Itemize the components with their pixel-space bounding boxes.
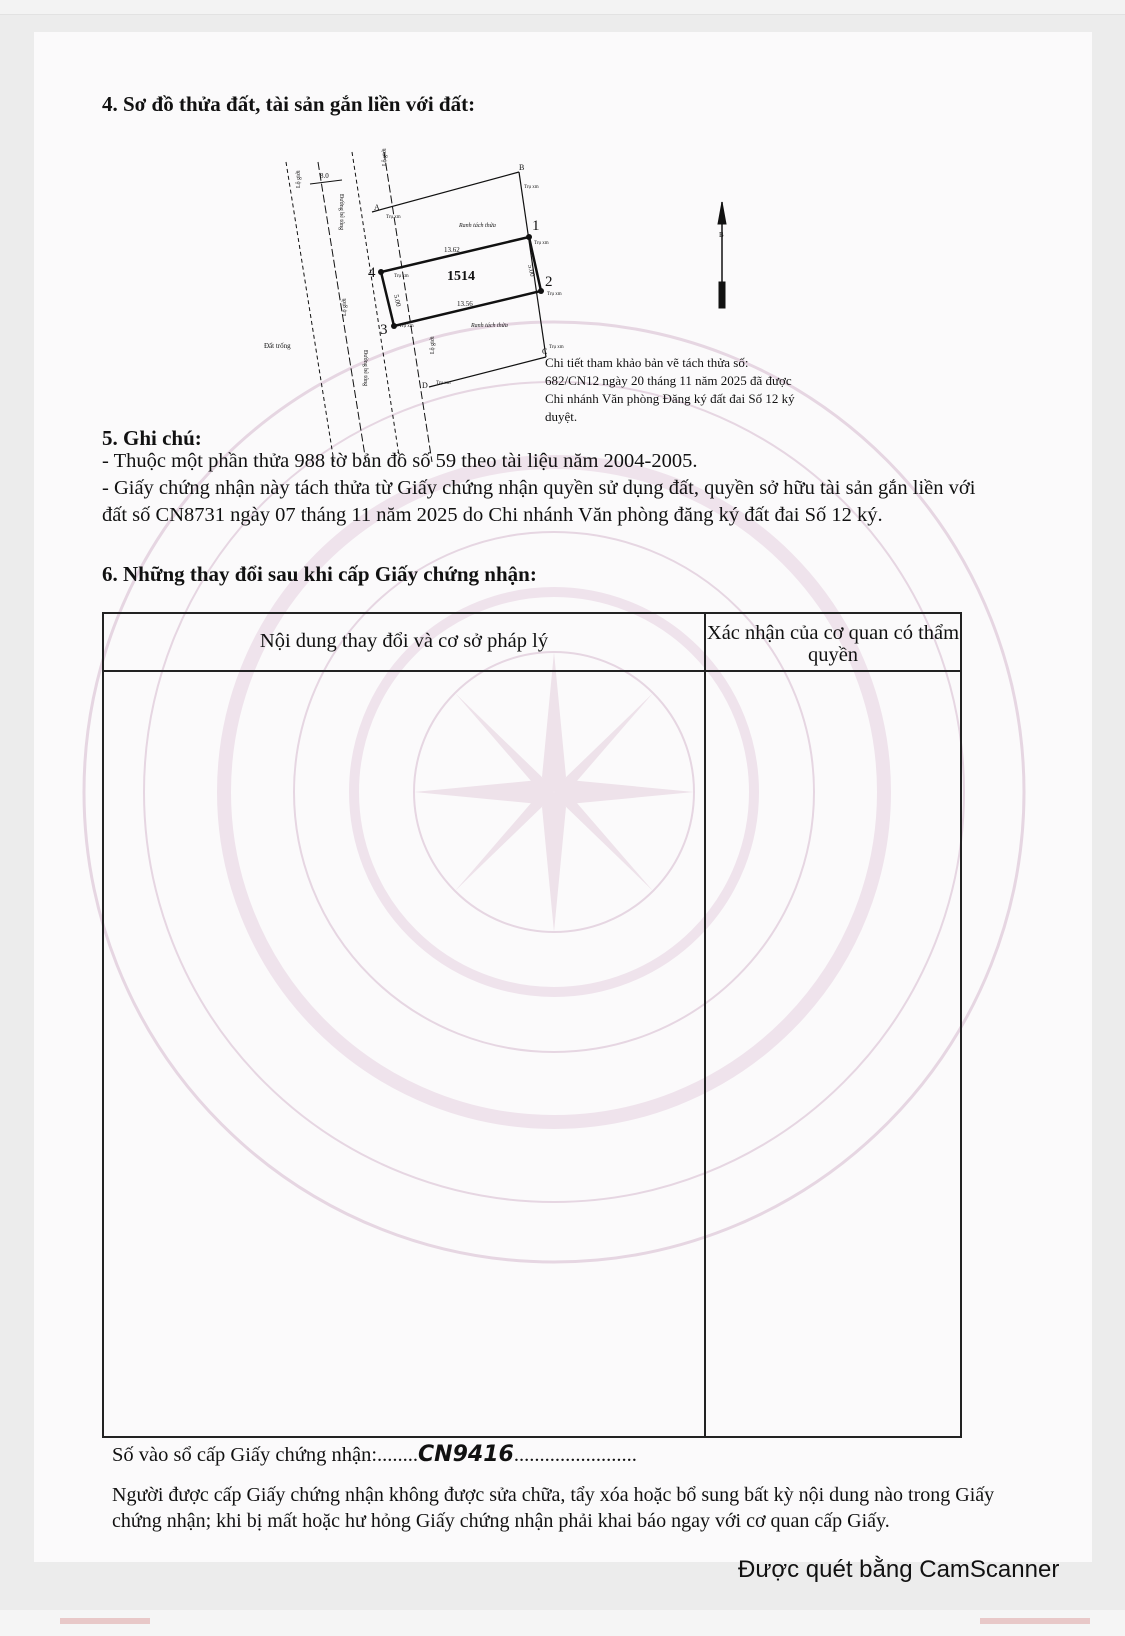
corner-b-label: B: [519, 163, 525, 172]
road-width-tick: [310, 180, 342, 184]
post-label-2: Trụ xm: [547, 292, 562, 297]
registration-number-line: [112, 1442, 637, 1467]
table-header-change-content: Nội dung thay đổi và cơ sở pháp lý: [259, 630, 549, 652]
point-1-marker: [526, 234, 532, 240]
point-4-label: 4: [368, 265, 376, 281]
registration-dots-before: ........: [377, 1444, 419, 1466]
top-strip: [0, 0, 1125, 15]
plan-reference-note: Chi tiết tham khảo bản vẽ tách thửa số: 682/CN12 ngày 20 tháng 11 năm 2025 đã được Chi nhánh Văn phòng Đăng ký đất đai Số 12 ký duyệt.: [545, 355, 795, 424]
point-2-marker: [538, 288, 544, 294]
post-label-1: Trụ xm: [534, 241, 549, 246]
camscanner-credit: Được quét bằng CamScanner: [738, 1556, 1060, 1583]
road-name-label: Đường bê tông: [362, 350, 368, 387]
certificate-page: [34, 32, 1092, 1562]
bottom-strip: [0, 1610, 1125, 1636]
north-arrow-head: [718, 202, 726, 224]
dim-side-right-label: 5.00: [526, 263, 537, 278]
post-label-d: Trụ xm: [436, 381, 451, 386]
point-3-label: 3: [380, 322, 388, 338]
road-name-label-top: Đường bê tông: [338, 194, 344, 231]
post-label-3: Trụ xm: [399, 324, 414, 329]
north-arrow-base: [719, 282, 725, 308]
lot-boundary-label-left: Lộ giới: [296, 170, 302, 188]
section-5-heading: 5. Ghi chú:: [102, 426, 202, 450]
table-header-divider: [104, 670, 960, 672]
dim-top-label: 13.62: [444, 246, 460, 254]
table-header-authority-confirmation: Xác nhận của cơ quan có thẩm quyền: [706, 622, 960, 666]
boundary-bottom-label: Ranh tách thửa: [471, 323, 508, 329]
post-label-c: Trụ xm: [549, 345, 564, 350]
empty-land-label: Đất trống: [264, 342, 291, 350]
point-3-marker: [391, 323, 397, 329]
corner-c-label: C: [542, 347, 548, 356]
table-column-divider: [704, 614, 706, 1436]
bottom-strip-mark: [980, 1618, 1090, 1624]
point-4-marker: [378, 269, 384, 275]
lot-boundary-label-mid: Lộ giới: [342, 298, 348, 316]
post-label-4: Trụ xm: [394, 274, 409, 279]
changes-table: [102, 612, 962, 1438]
road-width-label: 8.0: [320, 172, 329, 180]
corner-a-label: A: [374, 203, 380, 212]
lot-boundary-label-top: Lộ giới: [382, 148, 388, 166]
boundary-top-label: Ranh tách thửa: [459, 223, 496, 229]
bottom-strip-mark: [60, 1618, 150, 1624]
post-label-b: Trụ xm: [524, 185, 539, 190]
parcel-number: 1514: [447, 269, 475, 284]
registration-label: Số vào sổ cấp Giấy chứng nhận:: [112, 1444, 378, 1466]
point-1-label: 1: [532, 218, 540, 234]
road-line-1: [286, 162, 334, 462]
note-line-1: - Thuộc một phần thửa 988 tờ bản đồ số 59 theo tài liệu năm 2004-2005.: [102, 450, 698, 472]
lot-boundary-label-right: Lộ giới: [430, 336, 436, 354]
note-line-2: - Giấy chứng nhận này tách thửa từ Giấy chứng nhận quyền sử dụng đất, quyền sở hữu tài sản gắn liền với đất số CN8731 ngày 07 tháng 11 năm 2025 do Chi nhánh Văn phòng đăng ký đất đai Số 12 ký.: [102, 477, 976, 526]
dim-bottom-label: 13.56: [457, 300, 473, 308]
corner-d-label: D: [422, 381, 428, 390]
boundary-ab: [372, 172, 519, 212]
registration-number: CN9416: [418, 1442, 514, 1467]
post-label-a: Trụ xm: [386, 215, 401, 220]
road-line-4: [384, 152, 432, 462]
point-2-label: 2: [545, 274, 553, 290]
section-6-heading: 6. Những thay đổi sau khi cấp Giấy chứng nhận:: [102, 562, 537, 586]
footer-warning: Người được cấp Giấy chứng nhận không được sửa chữa, tẩy xóa hoặc bổ sung bất kỳ nội dung nào trong Giấy chứng nhận; khi bị mất hoặc hư hỏng Giấy chứng nhận phải khai báo ngay với cơ quan cấp Giấy.: [112, 1484, 995, 1532]
registration-dots-after: ........................: [513, 1444, 637, 1466]
dim-side-left-label: 5.00: [392, 293, 403, 308]
section-4-heading: 4. Sơ đồ thửa đất, tài sản gắn liền với đất:: [102, 92, 476, 116]
north-label: B: [719, 231, 724, 239]
